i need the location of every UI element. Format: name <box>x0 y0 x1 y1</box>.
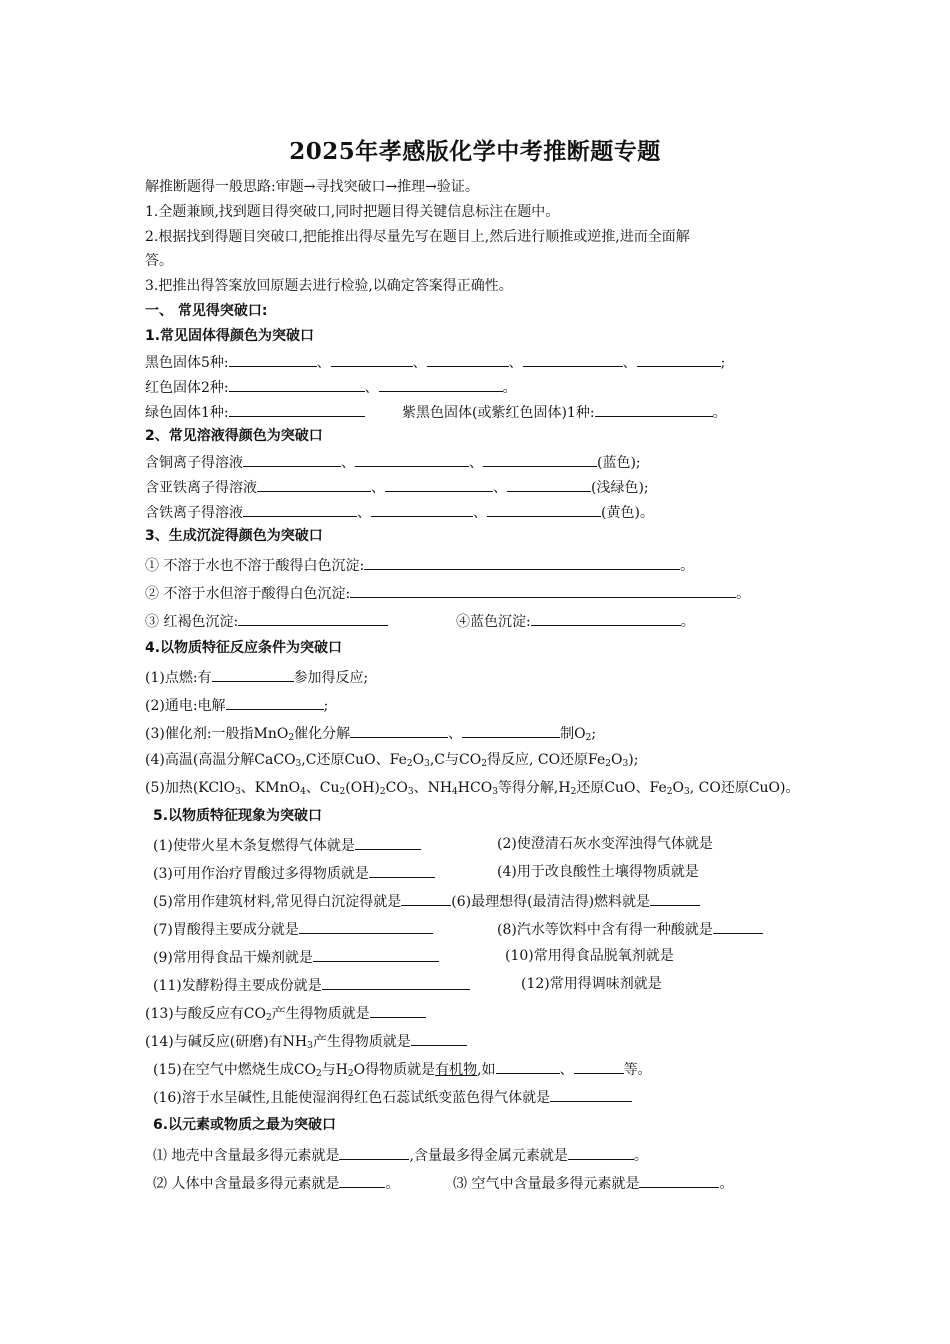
s5-i3-label: (3)可用作治疗胃酸过多得物质就是 <box>153 866 369 882</box>
s5-i2-label: (2)使澄清石灰水变浑浊得气体就是 <box>497 836 713 852</box>
s5-i5-label: (5)常用作建筑材料,常见得白沉淀得就是 <box>153 894 402 910</box>
s4-c3-mid: 催化分解 <box>294 726 351 742</box>
answer-blank[interactable] <box>462 723 560 738</box>
page-title: 2025年孝感版化学中考推断题专题 <box>289 138 661 165</box>
answer-blank[interactable] <box>331 352 413 367</box>
s5-i8 <box>497 919 763 939</box>
s5-i11 <box>153 975 470 995</box>
answer-blank[interactable] <box>350 583 736 598</box>
s5-i9 <box>153 947 439 967</box>
s5-i3 <box>153 863 435 883</box>
s1-black-label: 黑色固体5种: <box>145 355 229 371</box>
s6-e1: ⑴ 地壳中含量最多得元素就是 ,含量最多得金属元素就是 。 <box>153 1145 648 1165</box>
s5-i16-label: (16)溶于水呈碱性,且能使湿润得红色石蕊试纸变蓝色得气体就是 <box>153 1090 551 1106</box>
s5-i15: (15)在空气中燃烧生成$CO_2$与$H_2O$得物质就是有机物,如 、 等。 <box>153 1059 652 1083</box>
s4-c4-label: (4)高温(高温分解CaCO <box>145 752 296 768</box>
answer-blank[interactable] <box>355 835 421 850</box>
s5-i14-label: (14)与碱反应(研磨)有NH <box>145 1034 308 1050</box>
s4-heading: 4.以物质特征反应条件为突破口 <box>145 640 343 656</box>
answer-blank[interactable] <box>637 352 721 367</box>
answer-blank[interactable] <box>507 477 591 492</box>
answer-blank[interactable] <box>229 377 365 392</box>
answer-blank[interactable] <box>369 863 435 878</box>
answer-blank[interactable] <box>379 377 503 392</box>
s5-i13-tail: 产生得物质就是 <box>271 1006 370 1022</box>
s2-cu-color: (蓝色); <box>597 455 641 471</box>
s2-cu-row: 含铜离子得溶液 、 、 (蓝色); <box>145 452 641 472</box>
section-heading: 一、 常见得突破口: <box>145 303 268 319</box>
s4-c2-label: (2)通电:电解 <box>145 698 226 714</box>
answer-blank[interactable] <box>243 452 341 467</box>
s4-c3-tail: 制O <box>560 726 586 742</box>
answer-blank[interactable] <box>385 477 493 492</box>
s5-i4 <box>497 863 699 881</box>
s5-i1-label: (1)使带火星木条复燃得气体就是 <box>153 838 355 854</box>
s4-c4-tail: 还原CuO、Fe <box>316 752 407 768</box>
s6-e2: ⑵ 人体中含量最多得元素就是 。 <box>153 1173 399 1193</box>
s4-c5-label: (5)加热(KClO <box>145 780 236 796</box>
answer-blank[interactable] <box>322 975 470 990</box>
answer-blank[interactable] <box>523 352 623 367</box>
s1-purple-row: 紫黑色固体(或紫红色固体)1种: 。 <box>402 402 727 422</box>
s5-i13: (13)与酸反应有$CO_2$产生得物质就是 <box>145 1003 426 1027</box>
s3-p4-label: ④蓝色沉淀: <box>456 614 531 630</box>
answer-blank[interactable] <box>371 502 473 517</box>
s2-fe3-color: (黄色)。 <box>601 505 654 521</box>
answer-blank[interactable] <box>531 611 681 626</box>
answer-blank[interactable] <box>401 891 451 906</box>
answer-blank[interactable] <box>574 1059 624 1074</box>
answer-blank[interactable] <box>350 723 448 738</box>
s2-cu-label: 含铜离子得溶液 <box>145 455 243 471</box>
s5-i4-label: (4)用于改良酸性土壤得物质就是 <box>497 864 699 880</box>
s3-p3-label: ③ 红褐色沉淀: <box>145 614 239 630</box>
intro-step-1: 1.全题兼顾,找到题目得突破口,同时把题目得关键信息标注在题中。 <box>145 204 560 220</box>
s5-i5 <box>153 891 700 911</box>
s3-p4-row: ④蓝色沉淀: 。 <box>456 611 695 631</box>
s3-p3-row <box>145 611 388 631</box>
s1-purple-label: 紫黑色固体(或紫红色固体)1种: <box>402 405 595 421</box>
s1-red-label: 红色固体2种: <box>145 380 229 396</box>
s5-i11-label: (11)发酵粉得主要成份就是 <box>153 978 322 994</box>
s4-c1-tail: 参加得反应; <box>293 670 369 686</box>
s5-i14-tail: 产生得物质就是 <box>312 1034 411 1050</box>
answer-blank[interactable] <box>243 502 357 517</box>
s3-heading: 3、生成沉淀得颜色为突破口 <box>145 528 323 544</box>
s1-black-row: 黑色固体5种: 、 、 、 、 ; <box>145 352 725 372</box>
s5-heading: 5.以物质特征现象为突破口 <box>153 808 323 824</box>
s2-fe3-label: 含铁离子得溶液 <box>145 505 243 521</box>
s5-i12 <box>521 975 662 993</box>
s6-e3: ⑶ 空气中含量最多得元素就是 。 <box>453 1173 733 1193</box>
answer-blank[interactable] <box>313 947 439 962</box>
s5-i15-underlined: 有机物 <box>435 1062 478 1078</box>
s5-i16 <box>153 1087 632 1107</box>
answer-blank[interactable] <box>568 1145 634 1160</box>
answer-blank[interactable] <box>299 919 433 934</box>
answer-blank[interactable] <box>639 1173 719 1188</box>
answer-blank[interactable] <box>339 1145 409 1160</box>
s5-i8-label: (8)汽水等饮料中含有得一种酸就是 <box>497 922 713 938</box>
answer-blank[interactable] <box>364 555 680 570</box>
s6-e1-mid: ,含量最多得金属元素就是 <box>409 1148 568 1164</box>
s4-c2-row: (2)通电:电解 ; <box>145 695 328 715</box>
s5-i7-label: (7)胃酸得主要成分就是 <box>153 922 299 938</box>
s5-i13-label: (13)与酸反应有CO <box>145 1006 266 1022</box>
s5-i14: (14)与碱反应(研磨)有$NH_3$产生得物质就是 <box>145 1031 467 1055</box>
s5-i15-label: (15)在空气中燃烧生成CO <box>153 1062 316 1078</box>
s5-i15-such-as: ,如 <box>477 1062 496 1078</box>
s3-p2-row: ② 不溶于水但溶于酸得白色沉淀: 。 <box>145 583 750 603</box>
s1-red-row: 红色固体2种: 、 。 <box>145 377 517 397</box>
s1-green-label: 绿色固体1种: <box>145 405 229 421</box>
answer-blank[interactable] <box>355 452 469 467</box>
s4-c5-row: (5)加热(KClO$_3$、KMnO$_4$、$Cu_2(OH)_2CO_3$、$NH_4HCO_3$等得分解$,H_2$还原CuO、$Fe_2O_3$, CO还原CuO)。 <box>145 780 800 797</box>
s5-i15-end: 等。 <box>623 1062 652 1078</box>
s5-i2 <box>497 835 713 853</box>
s5-i10-label: (10)常用得食品脱氧剂就是 <box>505 948 674 964</box>
answer-blank[interactable] <box>238 611 388 626</box>
s2-fe2-label: 含亚铁离子得溶液 <box>145 480 257 496</box>
s4-c1-row <box>145 667 368 687</box>
s2-fe3-row: 含铁离子得溶液 、 、 (黄色)。 <box>145 502 654 522</box>
s5-i9-label: (9)常用得食品干燥剂就是 <box>153 950 313 966</box>
s4-c3-row: (3)催化剂:一般指MnO$_2$催化分解 、 制$O_2$; <box>145 723 596 747</box>
s2-heading: 2、常见溶液得颜色为突破口 <box>145 428 323 444</box>
intro-step-3: 3.把推出得答案放回原题去进行检验,以确定答案得正确性。 <box>145 278 513 294</box>
answer-blank[interactable] <box>496 1059 560 1074</box>
answer-blank[interactable] <box>411 1031 467 1046</box>
s5-i6-label: (6)最理想得(最清洁得)燃料就是 <box>451 894 651 910</box>
answer-blank[interactable] <box>229 402 365 417</box>
s3-p1-label: ① 不溶于水也不溶于酸得白色沉淀: <box>145 558 365 574</box>
answer-blank[interactable] <box>487 502 601 517</box>
intro-step-2-cont: 答。 <box>145 253 173 269</box>
answer-blank[interactable] <box>257 477 371 492</box>
answer-blank[interactable] <box>483 452 597 467</box>
s6-e1-label: ⑴ 地壳中含量最多得元素就是 <box>153 1148 340 1164</box>
answer-blank[interactable] <box>212 667 294 682</box>
s1-green-row <box>145 402 365 422</box>
answer-blank[interactable] <box>595 402 713 417</box>
answer-blank[interactable] <box>650 891 700 906</box>
s3-p2-label: ② 不溶于水但溶于酸得白色沉淀: <box>145 586 351 602</box>
s5-i15-mid2: O得物质就是 <box>353 1062 436 1078</box>
answer-blank[interactable] <box>339 1173 385 1188</box>
intro-step-2: 2.根据找到得题目突破口,把能推出得尽量先写在题目上,然后进行顺推或逆推,进而全面解 <box>145 229 690 245</box>
s4-c3-label: (3)催化剂:一般指MnO <box>145 726 289 742</box>
answer-blank[interactable] <box>370 1003 426 1018</box>
s3-p1-row: ① 不溶于水也不溶于酸得白色沉淀: 。 <box>145 555 694 575</box>
s4-c4-row: (4)高温(高温分解CaCO$_3$,C还原CuO、$Fe_2O_3,C$与$CO_2$得反应, CO还原$Fe_2O_3$); <box>145 752 639 769</box>
s5-i1 <box>153 835 421 855</box>
answer-blank[interactable] <box>713 919 763 934</box>
s1-heading: 1.常见固体得颜色为突破口 <box>145 328 315 344</box>
s5-i7 <box>153 919 433 939</box>
answer-blank[interactable] <box>550 1087 632 1102</box>
s5-i15-mid: 与H <box>321 1062 348 1078</box>
s2-fe2-color: (浅绿色); <box>591 480 649 496</box>
s6-e2-label: ⑵ 人体中含量最多得元素就是 <box>153 1176 340 1192</box>
answer-blank[interactable] <box>226 695 324 710</box>
s6-e3-label: ⑶ 空气中含量最多得元素就是 <box>453 1176 640 1192</box>
answer-blank[interactable] <box>427 352 509 367</box>
s6-heading: 6.以元素或物质之最为突破口 <box>153 1117 337 1133</box>
intro-approach: 解推断题得一般思路:审题→寻找突破口→推理→验证。 <box>145 179 479 195</box>
s2-fe2-row: 含亚铁离子得溶液 、 、 (浅绿色); <box>145 477 649 497</box>
answer-blank[interactable] <box>229 352 317 367</box>
s4-c1-label: (1)点燃:有 <box>145 670 212 686</box>
s5-i10 <box>505 947 674 965</box>
s5-i12-label: (12)常用得调味剂就是 <box>521 976 662 992</box>
